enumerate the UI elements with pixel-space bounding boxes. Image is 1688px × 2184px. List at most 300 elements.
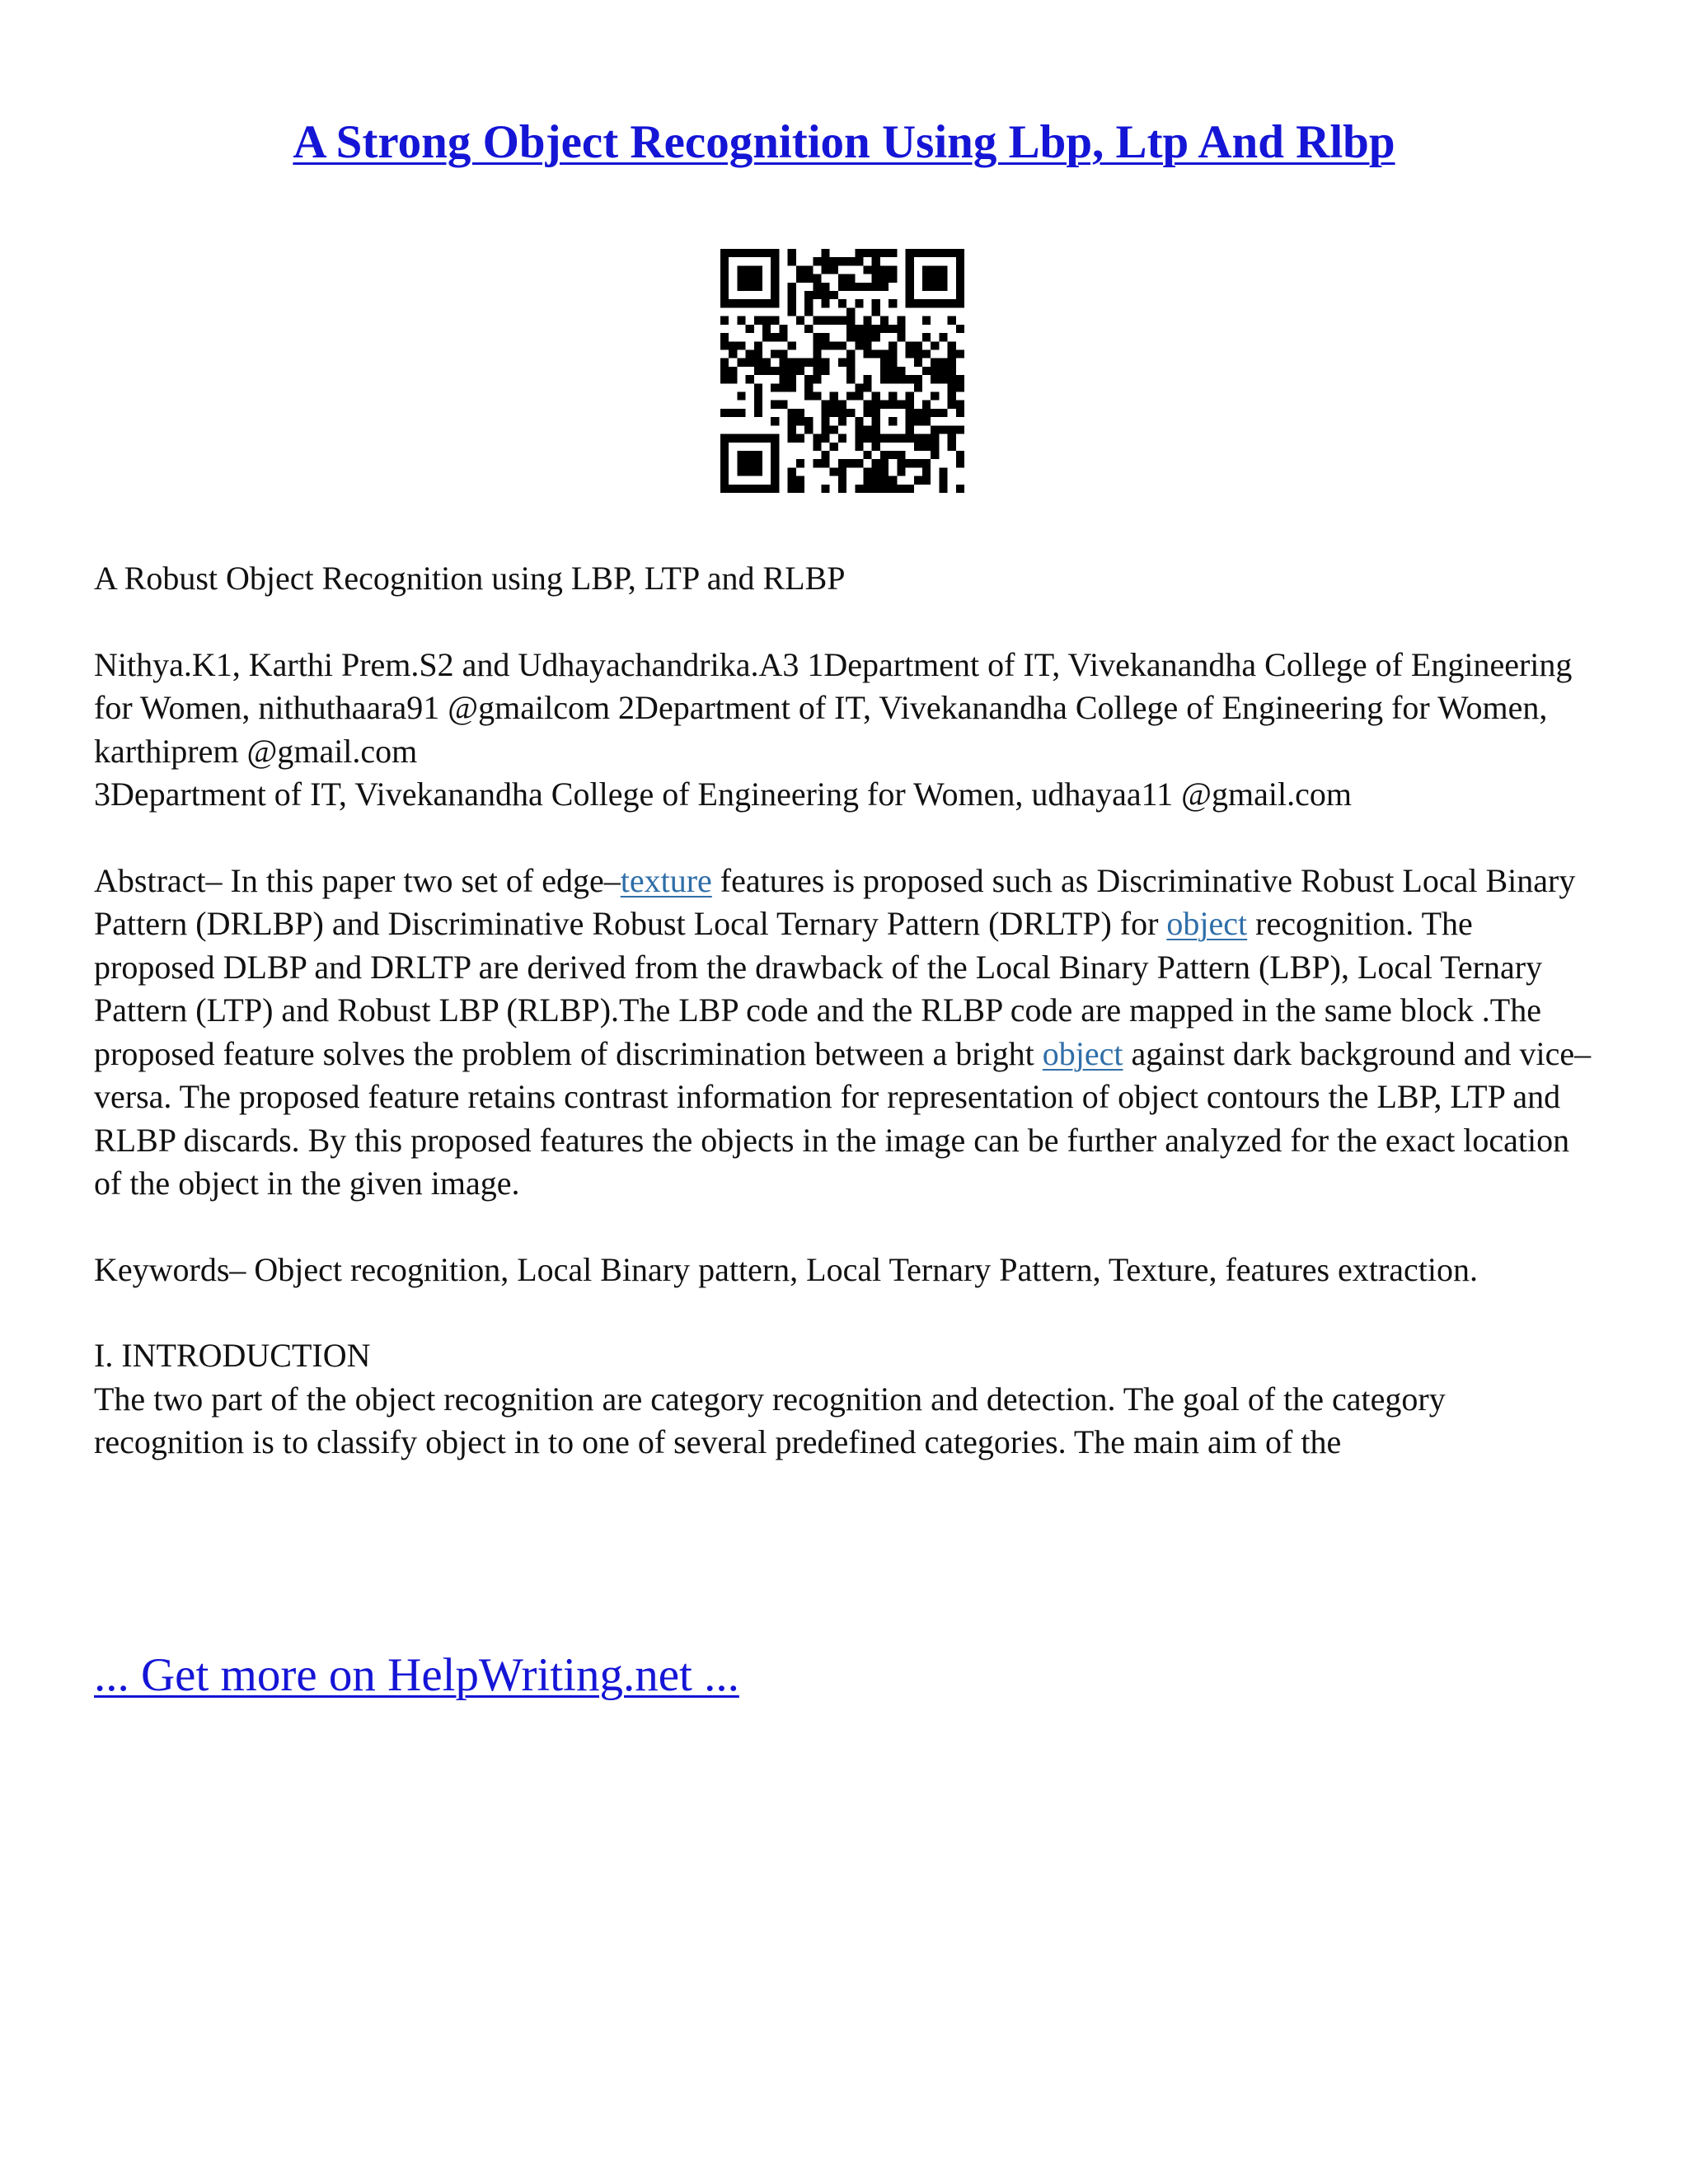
qr-module	[948, 299, 956, 307]
qr-module	[922, 417, 931, 425]
qr-module	[906, 257, 914, 265]
qr-module	[939, 367, 947, 375]
qr-module	[779, 367, 787, 375]
qr-module	[914, 459, 922, 467]
qr-module	[838, 459, 846, 467]
qr-module	[864, 485, 872, 493]
qr-module	[796, 316, 804, 325]
qr-module	[939, 425, 947, 434]
qr-module	[846, 333, 855, 341]
qr-module	[779, 375, 787, 383]
qr-module	[746, 325, 754, 333]
authors-line-1: Nithya.K1, Karthi Prem.S2 and Udhayachandrika.A3 1Department of IT, Vivekanandha College of Engineering for Women, nithuthaara91 @gmailcom 2Department of IT, Vivekanandha College of Engineering for Women, karthiprem @gmail.com	[94, 645, 1573, 770]
qr-module	[779, 401, 787, 409]
qr-module	[872, 299, 880, 307]
qr-module	[956, 325, 964, 333]
qr-module	[914, 443, 922, 451]
qr-module	[762, 485, 771, 493]
qr-module	[771, 367, 779, 375]
qr-module	[939, 283, 947, 291]
qr-module	[846, 316, 855, 325]
qr-module	[804, 375, 813, 383]
qr-module	[948, 359, 956, 367]
qr-module	[956, 451, 964, 459]
qr-module	[813, 316, 821, 325]
qr-module	[914, 409, 922, 417]
qr-module	[948, 392, 956, 401]
qr-module	[813, 434, 821, 443]
qr-module	[889, 325, 897, 333]
qr-module	[771, 485, 779, 493]
qr-module	[922, 349, 931, 358]
qr-module	[813, 274, 821, 283]
qr-module	[956, 425, 964, 434]
qr-module	[880, 375, 889, 383]
qr-module	[922, 467, 931, 476]
qr-module	[889, 249, 897, 257]
qr-module	[796, 476, 804, 485]
qr-module	[855, 249, 863, 257]
qr-module	[788, 425, 796, 434]
qr-module	[948, 375, 956, 383]
qr-module	[796, 459, 804, 467]
qr-module	[956, 299, 964, 307]
qr-module	[889, 451, 897, 459]
qr-module	[788, 341, 796, 349]
qr-module	[838, 316, 846, 325]
qr-module	[889, 265, 897, 274]
qr-module	[872, 274, 880, 283]
abstract-text-2: features is proposed such as Discriminative Robust Local Binary Pattern (DRLBP) and Discriminative Robust Local Ternary Pattern (DRLTP) for	[94, 861, 1576, 942]
qr-module	[855, 383, 863, 391]
qr-module	[754, 409, 762, 417]
qr-module	[872, 434, 880, 443]
qr-code-icon	[720, 249, 964, 493]
qr-module	[746, 274, 754, 283]
qr-module	[821, 434, 829, 443]
qr-module	[771, 476, 779, 485]
qr-module	[864, 349, 872, 358]
qr-module	[846, 274, 855, 283]
title-link[interactable]: A Strong Object Recognition Using Lbp, Ltp And Rlbp	[293, 116, 1395, 168]
qr-module	[889, 367, 897, 375]
qr-module	[771, 467, 779, 476]
qr-module	[914, 476, 922, 485]
qr-module	[872, 283, 880, 291]
qr-module	[906, 485, 914, 493]
qr-module	[729, 299, 737, 307]
qr-module	[855, 257, 863, 265]
qr-module	[914, 417, 922, 425]
qr-module	[804, 359, 813, 367]
qr-module	[720, 283, 729, 291]
qr-module	[872, 265, 880, 274]
qr-module	[931, 299, 939, 307]
qr-module	[746, 249, 754, 257]
qr-module	[846, 459, 855, 467]
qr-module	[720, 467, 729, 476]
qr-module	[956, 401, 964, 409]
qr-module	[846, 307, 855, 316]
qr-module	[897, 316, 905, 325]
qr-module	[855, 299, 863, 307]
qr-module	[906, 375, 914, 383]
qr-module	[914, 359, 922, 367]
qr-module	[872, 349, 880, 358]
qr-module	[922, 333, 931, 341]
qr-module	[939, 409, 947, 417]
qr-module	[914, 383, 922, 391]
qr-module	[889, 349, 897, 358]
qr-module	[889, 434, 897, 443]
qr-module	[771, 333, 779, 341]
qr-module	[880, 459, 889, 467]
qr-module	[720, 341, 729, 349]
qr-module	[880, 467, 889, 476]
qr-module	[956, 291, 964, 299]
qr-module	[897, 333, 905, 341]
keywords-paragraph: Keywords– Object recognition, Local Binary pattern, Local Ternary Pattern, Texture, features extraction.	[94, 1250, 1478, 1288]
qr-module	[720, 434, 729, 443]
qr-module	[838, 283, 846, 291]
qr-module	[771, 257, 779, 265]
qr-module	[720, 359, 729, 367]
qr-module	[922, 316, 931, 325]
qr-module	[762, 333, 771, 341]
qr-module	[830, 425, 838, 434]
qr-module	[880, 349, 889, 358]
qr-module	[914, 434, 922, 443]
qr-module	[796, 434, 804, 443]
qr-module	[906, 283, 914, 291]
qr-module	[754, 265, 762, 274]
qr-module	[889, 485, 897, 493]
qr-module	[821, 425, 829, 434]
qr-module	[779, 349, 787, 358]
qr-module	[855, 325, 863, 333]
qr-module	[720, 299, 729, 307]
qr-module	[729, 434, 737, 443]
qr-module	[846, 375, 855, 383]
qr-module	[864, 409, 872, 417]
qr-module	[931, 425, 939, 434]
qr-module	[855, 443, 863, 451]
qr-module	[855, 417, 863, 425]
qr-module	[939, 299, 947, 307]
qr-module	[746, 451, 754, 459]
qr-module	[788, 257, 796, 265]
qr-module	[872, 325, 880, 333]
qr-module	[821, 409, 829, 417]
qr-module	[889, 417, 897, 425]
qr-module	[821, 257, 829, 265]
qr-module	[762, 325, 771, 333]
page-title	[0, 114, 1688, 171]
qr-module	[720, 291, 729, 299]
qr-module	[864, 383, 872, 391]
qr-module	[956, 283, 964, 291]
qr-module	[771, 434, 779, 443]
qr-module	[922, 367, 931, 375]
qr-module	[864, 283, 872, 291]
qr-module	[906, 417, 914, 425]
qr-module	[821, 299, 829, 307]
qr-module	[872, 459, 880, 467]
qr-module	[956, 265, 964, 274]
qr-module	[838, 401, 846, 409]
qr-module	[737, 409, 745, 417]
qr-module	[956, 459, 964, 467]
qr-module	[830, 392, 838, 401]
qr-module	[754, 383, 762, 391]
qr-module	[855, 425, 863, 434]
qr-module	[729, 485, 737, 493]
qr-module	[931, 249, 939, 257]
texture-link[interactable]: texture	[620, 861, 712, 899]
qr-module	[931, 283, 939, 291]
qr-module	[939, 485, 947, 493]
get-more-link[interactable]: ... Get more on HelpWriting.net ...	[94, 1649, 739, 1701]
qr-module	[779, 333, 787, 341]
qr-module	[804, 299, 813, 307]
qr-module	[788, 485, 796, 493]
qr-module	[737, 434, 745, 443]
qr-module	[864, 249, 872, 257]
qr-module	[754, 459, 762, 467]
qr-module	[804, 291, 813, 299]
qr-module	[838, 341, 846, 349]
qr-module	[872, 467, 880, 476]
qr-module	[830, 316, 838, 325]
qr-module	[948, 401, 956, 409]
qr-module	[906, 265, 914, 274]
qr-module	[846, 257, 855, 265]
qr-module	[956, 375, 964, 383]
qr-module	[864, 375, 872, 383]
qr-module	[880, 283, 889, 291]
qr-module	[897, 467, 905, 476]
qr-module	[813, 459, 821, 467]
qr-module	[914, 341, 922, 349]
qr-module	[804, 425, 813, 434]
qr-module	[864, 425, 872, 434]
qr-module	[813, 392, 821, 401]
qr-module	[922, 409, 931, 417]
qr-module	[771, 291, 779, 299]
qr-module	[931, 451, 939, 459]
qr-module	[821, 401, 829, 409]
qr-module	[821, 485, 829, 493]
qr-module	[813, 333, 821, 341]
qr-module	[788, 417, 796, 425]
qr-module	[872, 257, 880, 265]
qr-module	[846, 359, 855, 367]
qr-module	[889, 375, 897, 383]
qr-module	[939, 265, 947, 274]
qr-module	[956, 485, 964, 493]
qr-module	[931, 375, 939, 383]
qr-module	[906, 401, 914, 409]
qr-module	[872, 401, 880, 409]
qr-module	[746, 434, 754, 443]
qr-module	[922, 249, 931, 257]
qr-module	[939, 359, 947, 367]
qr-module	[889, 476, 897, 485]
qr-module	[737, 485, 745, 493]
qr-module	[746, 459, 754, 467]
qr-module	[754, 316, 762, 325]
qr-module	[897, 325, 905, 333]
get-more-link-container	[94, 1647, 739, 1704]
qr-module	[821, 249, 829, 257]
qr-module	[939, 476, 947, 485]
qr-module	[855, 434, 863, 443]
qr-module	[906, 249, 914, 257]
qr-module	[948, 349, 956, 358]
qr-module	[754, 451, 762, 459]
qr-module	[872, 476, 880, 485]
qr-module	[872, 307, 880, 316]
qr-module	[880, 325, 889, 333]
qr-module	[897, 451, 905, 459]
qr-module	[948, 249, 956, 257]
qr-module	[939, 467, 947, 476]
qr-module	[729, 249, 737, 257]
qr-module	[922, 274, 931, 283]
qr-module	[838, 467, 846, 476]
introduction-section	[94, 1334, 1594, 1465]
qr-module	[830, 265, 838, 274]
qr-module	[830, 341, 838, 349]
qr-module	[746, 375, 754, 383]
qr-module	[746, 349, 754, 358]
qr-module	[737, 392, 745, 401]
qr-module	[754, 283, 762, 291]
abstract-text-1: Abstract– In this paper two set of edge–	[94, 861, 621, 899]
qr-module	[956, 257, 964, 265]
qr-module	[796, 274, 804, 283]
qr-module	[729, 409, 737, 417]
qr-module	[838, 409, 846, 417]
qr-module	[771, 443, 779, 451]
qr-module	[838, 274, 846, 283]
qr-module	[796, 485, 804, 493]
qr-module	[838, 299, 846, 307]
qr-module	[855, 283, 863, 291]
qr-module	[746, 283, 754, 291]
qr-module	[754, 485, 762, 493]
object-link-2[interactable]: object	[1042, 1034, 1123, 1072]
qr-module	[771, 349, 779, 358]
qr-module	[830, 291, 838, 299]
qr-module	[737, 316, 745, 325]
qr-module	[762, 299, 771, 307]
qr-module	[720, 367, 729, 375]
qr-module	[737, 451, 745, 459]
paper-subtitle: A Robust Object Recognition using LBP, LTP and RLBP	[94, 560, 846, 597]
qr-module	[931, 367, 939, 375]
qr-module	[821, 283, 829, 291]
qr-module	[889, 274, 897, 283]
qr-module	[830, 443, 838, 451]
qr-module	[771, 299, 779, 307]
qr-module	[897, 434, 905, 443]
qr-module	[813, 257, 821, 265]
qr-module	[956, 274, 964, 283]
qr-module	[788, 467, 796, 476]
qr-module	[804, 325, 813, 333]
qr-module	[906, 409, 914, 417]
qr-module	[771, 249, 779, 257]
qr-module	[720, 274, 729, 283]
qr-module	[779, 325, 787, 333]
qr-module	[771, 274, 779, 283]
qr-module	[788, 476, 796, 485]
qr-module	[804, 265, 813, 274]
qr-module	[914, 249, 922, 257]
qr-module	[746, 299, 754, 307]
qr-module	[922, 459, 931, 467]
qr-module	[788, 249, 796, 257]
qr-module	[813, 443, 821, 451]
qr-module	[864, 467, 872, 476]
qr-module	[813, 367, 821, 375]
qr-module	[889, 401, 897, 409]
qr-module	[922, 265, 931, 274]
qr-module	[762, 359, 771, 367]
qr-module	[813, 291, 821, 299]
qr-module	[889, 299, 897, 307]
qr-module	[737, 265, 745, 274]
qr-module	[737, 283, 745, 291]
qr-module	[788, 283, 796, 291]
qr-module	[931, 359, 939, 367]
qr-module	[948, 367, 956, 375]
qr-module	[931, 392, 939, 401]
qr-module	[821, 291, 829, 299]
qr-module	[906, 274, 914, 283]
qr-module	[788, 383, 796, 391]
qr-module	[804, 274, 813, 283]
qr-module	[830, 467, 838, 476]
qr-module	[864, 451, 872, 459]
qr-module	[846, 325, 855, 333]
qr-module	[788, 291, 796, 299]
qr-module	[720, 333, 729, 341]
document-body	[94, 557, 1594, 1465]
qr-module	[754, 299, 762, 307]
qr-module	[872, 333, 880, 341]
qr-module	[948, 443, 956, 451]
qr-module	[838, 257, 846, 265]
qr-module	[864, 333, 872, 341]
qr-module	[771, 417, 779, 425]
object-link-1[interactable]: object	[1166, 905, 1248, 942]
qr-module	[914, 349, 922, 358]
qr-module	[729, 367, 737, 375]
qr-module	[788, 307, 796, 316]
qr-module	[864, 476, 872, 485]
qr-module	[737, 249, 745, 257]
qr-module	[897, 367, 905, 375]
qr-module	[796, 359, 804, 367]
qr-module	[872, 443, 880, 451]
qr-module	[838, 434, 846, 443]
qr-module	[897, 485, 905, 493]
abstract-text-4: against dark background and vice–versa. The proposed feature retains contrast information for representation of object contours the LBP, LTP and RLBP discards. By this proposed features the objects in the image can be further analyzed for the exact location of the object in the given image.	[94, 1034, 1592, 1202]
qr-module	[948, 434, 956, 443]
qr-module	[771, 459, 779, 467]
